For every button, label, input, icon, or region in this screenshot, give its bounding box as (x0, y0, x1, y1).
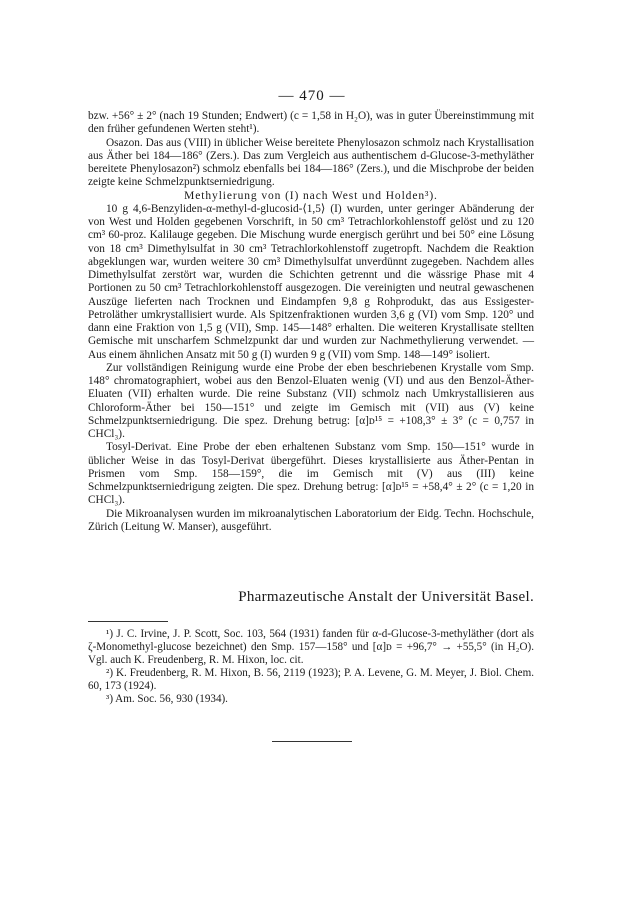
paragraph-osazon: Osazon. Das aus (VIII) in üblicher Weise bereitete Phenylosazon schmolz nach Krystallisation aus Äther bei 184—186° (Zers.). Das zum Vergleich aus authentischem d-Glucose-3-methyläther bereitete Phenylosazon²) schmolz ebenfalls bei 184—186° (Zers.), und die Mischprobe der beiden zeigte keine Schmelzpunktserniedrigung. (88, 136, 534, 189)
paragraph-reinigung: Zur vollständigen Reinigung wurde eine Probe der eben beschriebenen Krystalle vom Smp. 148° chromatographiert, wobei aus den Benzol-Eluaten wenig (VI) und aus den Benzol-Äther-Eluaten (VII) erhalten wurde. Die reine Substanz (VII) schmolz nach Umkrystallisieren aus Chloroform-Äther bei 150—151° und zeigte im Gemisch mit (VII) aus (V) keine Schmelzpunktserniedrigung. Die spez. Drehung betrug: [α]ᴅ¹⁵ = +108,3° ± 3° (c = 0,757 in CHCl₃). (88, 361, 534, 440)
section-heading: Methylierung von (I) nach West und Holden³). (184, 189, 438, 202)
footnote-1: ¹) J. C. Irvine, J. P. Scott, Soc. 103, 564 (1931) fanden für α-d-Glucose-3-methyläther (dort als ζ-Monomethyl-glucose bezeichnet) den Smp. 157—158° und [α]ᴅ = +96,7° → +55,5° (in H₂O). Vgl. auch K. Freudenberg, R. M. Hixon, loc. cit. (88, 628, 534, 667)
footnote-3: ³) Am. Soc. 56, 930 (1934). (106, 693, 228, 706)
footnote-rule (88, 621, 168, 622)
paragraph-mikroanalysen: Die Mikroanalysen wurden im mikroanalytischen Laboratorium der Eidg. Techn. Hochschule, Zürich (Leitung W. Manser), ausgeführt. (88, 507, 534, 533)
paragraph-tosyl: Tosyl-Derivat. Eine Probe der eben erhaltenen Substanz vom Smp. 150—151° wurde in üblicher Weise in das Tosyl-Derivat übergeführt. Dieses krystallisierte aus Äther-Pentan in Prismen vom Smp. 158—159°, die im Gemisch mit (V) aus (III) keine Schmelzpunktserniedrigung zeigten. Die spez. Drehung betrug: [α]ᴅ¹⁵ = +58,4° ± 2° (c = 1,20 in CHCl₃). (88, 441, 534, 507)
institute-signature: Pharmazeutische Anstalt der Universität Basel. (238, 589, 534, 605)
paragraph-1: bzw. +56° ± 2° (nach 19 Stunden; Endwert) (c = 1,58 in H₂O), was in guter Übereinstimmung mit den früher gefundenen Werten steht¹). (88, 110, 534, 136)
paragraph-methylierung: 10 g 4,6-Benzyliden-α-methyl-d-glucosid-⟨1,5⟩ (I) wurden, unter geringer Abänderung der von West und Holden gegebenen Vorschrift, in 50 cm³ Tetrachlorkohlenstoff gelöst und zu 120 cm³ 60-proz. Kalilauge gegeben. Die Mischung wurde energisch gerührt und bei 50° eine Lösung von 18 cm³ Dimethylsulfat in 30 cm³ Tetrachlorkohlenstoff zugetropft. Nachdem die Reaktion abgeklungen war, wurden weitere 30 cm³ Dimethylsulfat unverdünnt zugegeben. Nachdem alles Dimethylsulfat zerstört war, wurden die Schichten getrennt und die wässrige Phase mit 4 Portionen zu 50 cm³ Tetrachlorkohlenstoff ausgezogen. Die vereinigten und neutral gewaschenen Auszüge lieferten nach Trocknen und Eindampfen 9,8 g Rohprodukt, das aus Essigester-Petroläther umkrystallisiert wurde. Als Spitzenfraktionen wurden 3,6 g (VI) vom Smp. 120° und dann eine Fraktion von 1,5 g (VII), Smp. 145—148° erhalten. Die weiteren Krystallisate stellten Gemische mit unscharfem Schmelzpunkt dar und wurden zur Nachmethylierung verwendet. — Aus einem ähnlichen Ansatz mit 50 g (I) wurden 9 g (VII) vom Smp. 148—149° isoliert. (88, 202, 534, 361)
page-number: — 470 — (278, 88, 346, 104)
footnote-2: ²) K. Freudenberg, R. M. Hixon, B. 56, 2119 (1923); P. A. Levene, G. M. Meyer, J. Biol. Chem. 60, 173 (1924). (88, 667, 534, 693)
footnotes (88, 628, 534, 707)
end-rule (272, 741, 352, 742)
main-text (88, 110, 534, 534)
